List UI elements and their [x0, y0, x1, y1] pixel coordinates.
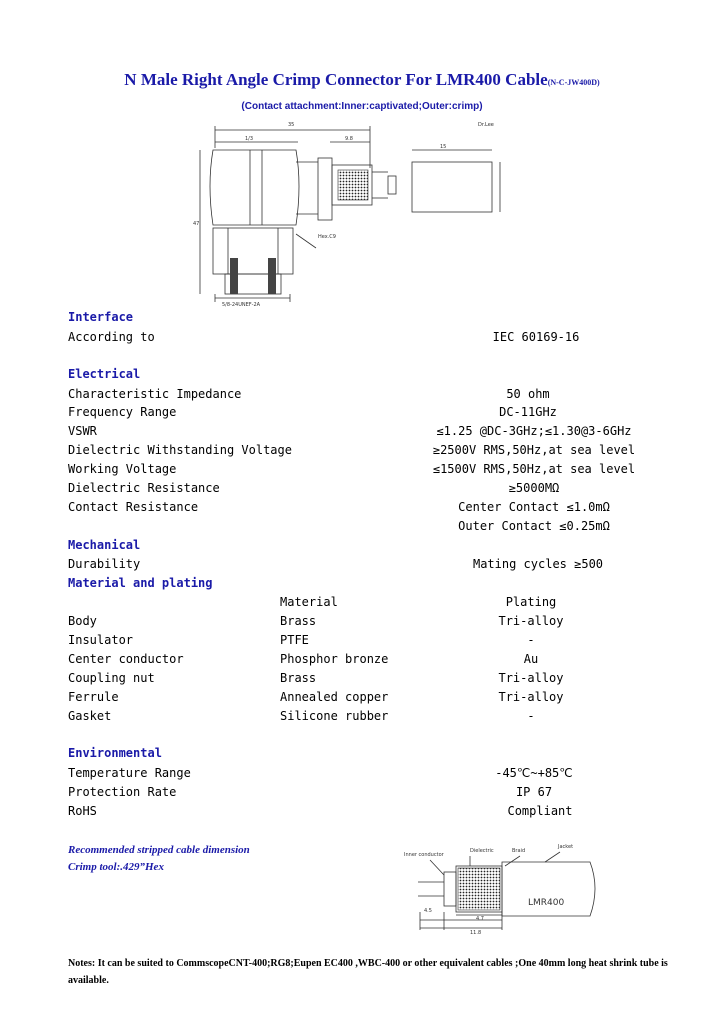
dim-35: 35 — [288, 122, 295, 128]
material-coupling-nut: Brass — [280, 671, 317, 685]
strip-dimension-title: Recommended stripped cable dimension — [68, 844, 250, 856]
insulation-value: ≥5000MΩ — [508, 481, 560, 495]
impedance-label: Characteristic Impedance — [68, 387, 242, 401]
plating-insulator: - — [527, 633, 535, 647]
part-gasket: Gasket — [68, 709, 112, 723]
dim-4-7: 4.7 — [476, 916, 484, 922]
dim-1-3: 1/3 — [245, 136, 254, 142]
plating-col-header: Plating — [505, 595, 557, 609]
label-braid: Braid — [512, 848, 526, 854]
plating-gasket: - — [527, 709, 535, 723]
plating-ferrule: Tri-alloy — [498, 690, 564, 704]
protection-label: Protection Rate — [68, 785, 177, 799]
part-body: Body — [68, 614, 97, 628]
part-ferrule: Ferrule — [68, 690, 119, 704]
plating-center-conductor: Au — [523, 652, 539, 666]
part-center-conductor: Center conductor — [68, 652, 184, 666]
material-heading: Material and plating — [68, 576, 213, 590]
title-code: (N-C-JW400D) — [547, 78, 600, 87]
material-body: Brass — [280, 614, 317, 628]
electrical-heading: Electrical — [68, 367, 141, 381]
temperature-value: -45℃~+85℃ — [495, 766, 573, 780]
drawn-by: Dr.Lee — [478, 122, 494, 128]
frequency-label: Frequency Range — [68, 405, 177, 419]
rohs-label: RoHS — [68, 804, 97, 818]
part-insulator: Insulator — [68, 633, 134, 647]
insulation-label: Dielectric Resistance — [68, 481, 220, 495]
working-voltage-label: Working Voltage — [68, 462, 177, 476]
material-center-conductor: Phosphor bronze — [280, 652, 389, 666]
environmental-heading: Environmental — [68, 746, 162, 760]
part-coupling-nut: Coupling nut — [68, 671, 155, 685]
center-contact-value: Center Contact ≤1.0mΩ — [458, 500, 610, 514]
material-gasket: Silicone rubber — [280, 709, 389, 723]
dim-47: 47 — [193, 221, 200, 227]
vswr-label: VSWR — [68, 424, 97, 438]
dwv-label: Dielectric Withstanding Voltage — [68, 443, 292, 457]
crimp-tool: Crimp tool:.429”Hex — [68, 861, 164, 873]
label-jacket: Jacket — [558, 844, 574, 850]
durability-label: Durability — [68, 557, 141, 571]
contact-resistance-label: Contact Resistance — [68, 500, 199, 514]
vswr-value: ≤1.25 @DC-3GHz;≤1.30@3-6GHz — [436, 424, 632, 438]
label-dielectric: Dielectric — [470, 848, 494, 854]
strip-notes — [68, 842, 250, 876]
material-ferrule: Annealed copper — [280, 690, 389, 704]
interface-value: IEC 60169-16 — [492, 330, 580, 344]
page-subtitle: (Contact attachment:Inner:captivated;Outer:crimp) — [241, 101, 483, 112]
outer-contact-value: Outer Contact ≤0.25mΩ — [458, 519, 610, 533]
temperature-label: Temperature Range — [68, 766, 191, 780]
plating-body: Tri-alloy — [498, 614, 564, 628]
interface-label: According to — [68, 330, 155, 344]
dim-15: 15 — [440, 144, 447, 150]
dim-11-8: 11.8 — [470, 930, 482, 936]
dim-4-5: 4.5 — [424, 908, 432, 914]
dim-hex: Hex.C9 — [318, 234, 336, 240]
notes: Notes: It can be suited to CommscopeCNT-400;RG8;Eupen EC400 ,WBC-400 or other equivalent cables ;One 40mm long heat shrink tube is available. — [68, 958, 668, 986]
mechanical-heading: Mechanical — [68, 538, 141, 552]
material-insulator: PTFE — [280, 633, 309, 647]
rohs-value: Compliant — [507, 804, 573, 818]
material-col-header: Material — [280, 595, 338, 609]
frequency-value: DC-11GHz — [499, 405, 557, 419]
impedance-value: 50 ohm — [506, 387, 550, 401]
plating-coupling-nut: Tri-alloy — [498, 671, 564, 685]
dwv-value: ≥2500V RMS,50Hz,at sea level — [432, 443, 636, 457]
durability-value: Mating cycles ≥500 — [472, 557, 604, 571]
working-voltage-value: ≤1500V RMS,50Hz,at sea level — [432, 462, 636, 476]
dim-9-8: 9.8 — [345, 136, 353, 142]
label-inner-conductor: Inner conductor — [404, 852, 444, 858]
title-main: N Male Right Angle Crimp Connector For LMR400 Cable — [124, 70, 548, 89]
label-lmr400: LMR400 — [528, 898, 565, 908]
dim-thread: 5/8-24UNEF-2A — [222, 302, 261, 308]
protection-value: IP 67 — [515, 785, 553, 799]
interface-heading: Interface — [68, 310, 134, 324]
